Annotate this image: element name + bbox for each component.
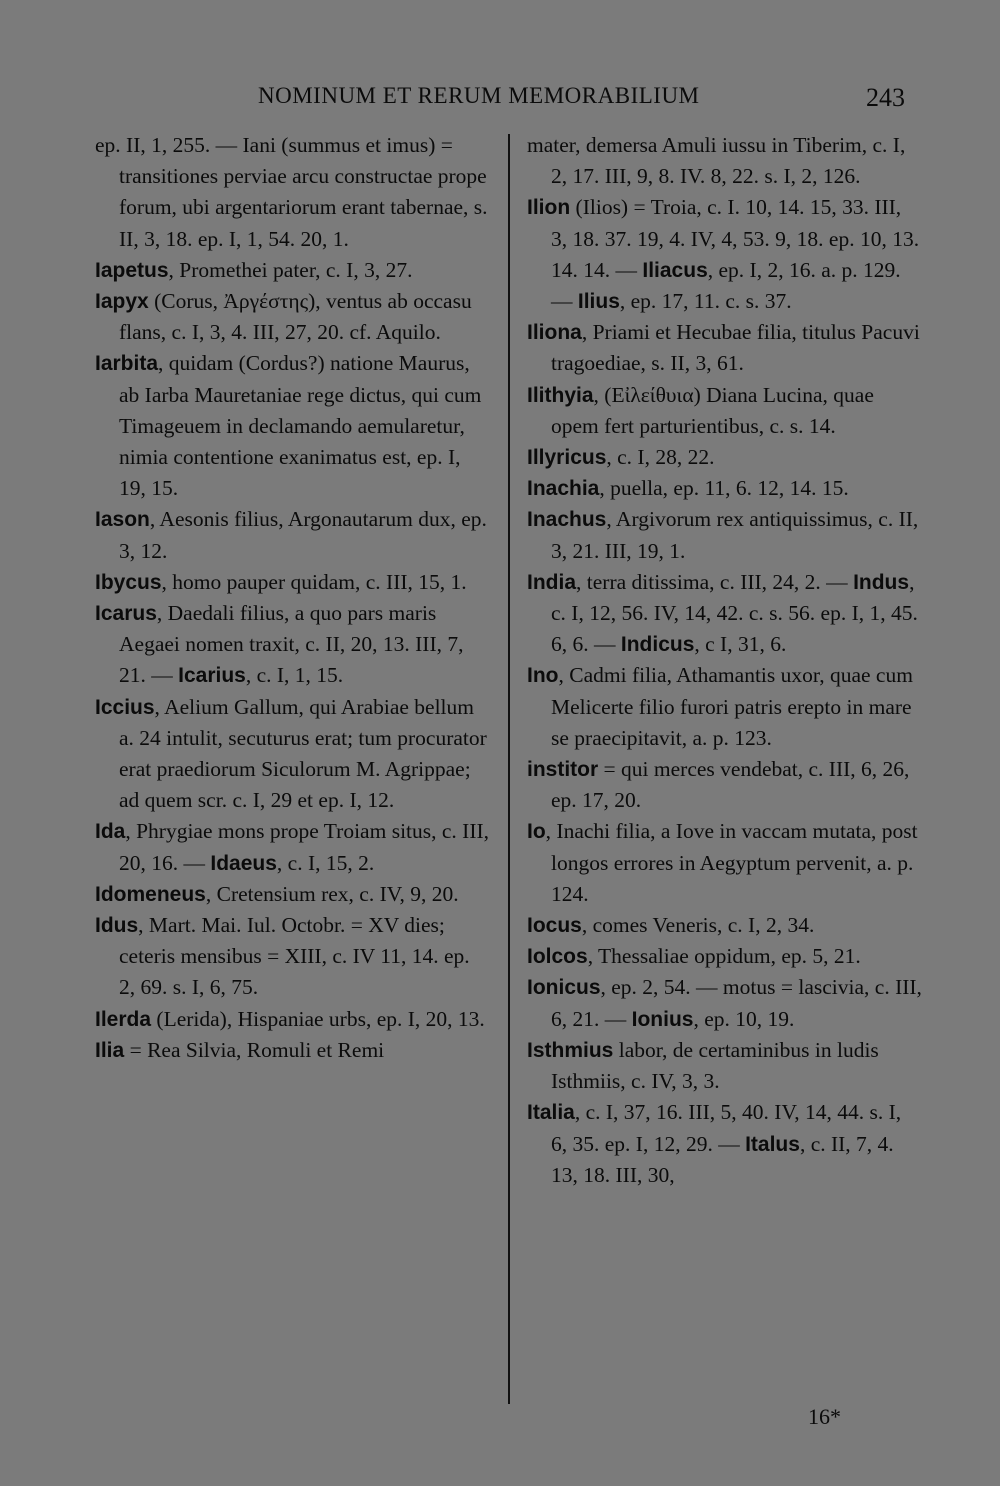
entry-text: , puella, ep. 11, 6. 12, 14. 15. — [599, 476, 849, 501]
entry-text: , c. I, 12, 56. IV, 14, 42. c. s. 56. ep. I, 1, 45. 6, 6. — — [551, 569, 918, 657]
index-entry — [95, 910, 490, 1004]
entry-headword: Ilerda — [95, 1007, 152, 1031]
entry-text: , terra ditissima, c. III, 24, 2. — — [576, 569, 854, 594]
page-header — [0, 83, 1000, 113]
entry-text: , Promethei pater, c. I, 3, 27. — [168, 257, 413, 282]
entry-headword: Iccius — [95, 695, 155, 719]
page-number: 243 — [866, 83, 905, 112]
index-entry — [95, 879, 490, 910]
entry-text: (Ilios) = Troia, c. I. 10, 14. 15, 33. III, 3, 18. 37. 19, 4. IV, 4, 53. 9, 18. ep. 10, 13. 14. 14. — — [551, 195, 920, 282]
entry-text: , c. I, 1, 15. — [245, 663, 344, 688]
entry-text: , Daedali filius, a quo pars maris Aegaei nomen traxit, c. II, 20, 13. III, 7, 21. — — [119, 601, 464, 688]
entry-text: , comes Veneris, c. I, 2, 34. — [581, 913, 815, 938]
index-entry — [527, 192, 922, 317]
index-entry — [527, 941, 922, 972]
entry-text: , Cadmi filia, Athamantis uxor, quae cum Melicerte filio furori patris erepto in mare se praecipitavit, a. p. 123. — [551, 663, 913, 750]
entry-headword: Ilithyia — [527, 383, 594, 407]
column-divider — [508, 134, 510, 1404]
entry-headword: institor — [527, 758, 599, 782]
index-entry — [527, 910, 922, 941]
entry-headword: Ionius — [631, 1007, 694, 1031]
entry-text: (Lerida), Hispaniae urbs, ep. I, 20, 13. — [151, 1006, 485, 1031]
entry-text: , ep. I, 2, 16. a. p. 129. — — [551, 257, 901, 314]
index-entry — [95, 692, 490, 817]
entry-headword: Ilia — [95, 1038, 125, 1062]
entry-headword: Iliona — [527, 321, 582, 345]
entry-headword: Icarus — [95, 602, 157, 626]
entry-headword: Illyricus — [527, 446, 607, 470]
entry-text: , Inachi filia, a Iove in vaccam mutata, post longos errores in Aegyptum pervenit, a. p. 124. — [545, 819, 918, 906]
entry-headword: Iolcos — [527, 945, 588, 969]
entry-headword: Ibycus — [95, 570, 162, 594]
entry-text: , (Εἰλείθυια) Diana Lucina, quae opem fert parturientibus, c. s. 14. — [551, 382, 874, 438]
entry-headword: Ino — [527, 664, 559, 688]
index-entry — [527, 754, 922, 816]
entry-text: , Aesonis filius, Argonautarum dux, ep. 3, 12. — [119, 507, 487, 563]
entry-headword: Iliacus — [642, 258, 708, 282]
entry-headword: Ilius — [577, 290, 620, 314]
entry-text: , Phrygiae mons prope Troiam situs, c. III, 20, 16. — — [119, 819, 490, 875]
entry-headword: Iocus — [527, 914, 582, 938]
entry-headword: Italus — [745, 1132, 800, 1156]
entry-text: , Thessaliae oppidum, ep. 5, 21. — [587, 944, 861, 969]
index-entry — [95, 816, 490, 878]
index-entry — [95, 1004, 490, 1035]
index-entry — [527, 473, 922, 504]
entry-text: , c. I, 15, 2. — [276, 850, 375, 875]
entry-headword: Inachia — [527, 477, 600, 501]
index-entry — [95, 348, 490, 504]
entry-text: (Corus, Ἀργέστης), ventus ab occasu flans, c. I, 3, 4. III, 27, 20. cf. Aquilo. — [119, 289, 472, 345]
entry-headword: Idus — [95, 914, 139, 938]
entry-headword: Ilion — [527, 196, 571, 220]
index-entry — [527, 1035, 922, 1097]
entry-headword: Ionicus — [527, 976, 601, 1000]
entry-text: mater, demersa Amuli iussu in Tiberim, c. I, 2, 17. III, 9, 8. IV. 8, 22. s. I, 2, 126. — [527, 133, 906, 189]
entry-text: ep. II, 1, 255. — Iani (summus et imus) = transitiones perviae arcu constructae prope forum, ubi argentariorum erant tabernae, s. II, 3, 18. ep. I, 1, 54. 20, 1. — [95, 133, 488, 251]
entry-text: , c. I, 37, 16. III, 5, 40. IV, 14, 44. s. I, 6, 35. ep. I, 12, 29. — — [551, 1100, 902, 1156]
index-column-right — [527, 130, 922, 1191]
entry-headword: Iapyx — [95, 290, 149, 314]
entry-text: , ep. 17, 11. c. s. 37. — [619, 289, 792, 314]
index-entry — [95, 598, 490, 692]
index-entry — [527, 317, 922, 379]
entry-text: = qui merces vendebat, c. III, 6, 26, ep. 17, 20. — [551, 757, 910, 813]
signature-mark: 16* — [808, 1404, 841, 1429]
entry-headword: Ida — [95, 820, 126, 844]
entry-headword: Iapetus — [95, 258, 169, 282]
index-entry — [527, 1097, 922, 1191]
index-entry — [527, 380, 922, 442]
entry-headword: Idomeneus — [95, 882, 206, 906]
entry-text: , ep. 10, 19. — [693, 1006, 795, 1031]
entry-text: , Aelium Gallum, qui Arabiae bellum a. 24 intulit, secuturus erat; tum procurator erat praediorum Siculorum M. Agrippae; ad quem scr. c. I, 29 et ep. I, 12. — [119, 694, 487, 813]
entry-text: , Cretensium rex, c. IV, 9, 20. — [205, 881, 459, 906]
entry-headword: Io — [527, 820, 546, 844]
index-entry — [527, 816, 922, 910]
index-entry — [95, 255, 490, 286]
index-entry — [95, 504, 490, 566]
entry-text: , c. II, 7, 4. 13, 18. III, 30, — [551, 1131, 894, 1187]
index-entry — [527, 567, 922, 661]
entry-headword: India — [527, 570, 577, 594]
entry-headword: Iason — [95, 508, 150, 532]
entry-headword: Indus — [853, 570, 910, 594]
entry-headword: Iarbita — [95, 352, 159, 376]
entry-headword: Italia — [527, 1101, 575, 1125]
index-entry — [527, 660, 922, 754]
entry-text: , c I, 31, 6. — [694, 632, 787, 657]
entry-text: labor, de certaminibus in ludis Isthmiis, c. IV, 3, 3. — [551, 1037, 879, 1094]
entry-text: = Rea Silvia, Romuli et Remi — [124, 1037, 385, 1062]
entry-text: , Priami et Hecubae filia, titulus Pacuvi tragoediae, s. II, 3, 61. — [551, 320, 920, 376]
index-entry — [527, 972, 922, 1034]
index-column-left — [95, 130, 490, 1066]
entry-text: , homo pauper quidam, c. III, 15, 1. — [161, 569, 467, 594]
index-entry — [95, 130, 490, 255]
entry-headword: Inachus — [527, 508, 607, 532]
entry-text: , ep. 2, 54. — motus = lascivia, c. III, 6, 21. — — [551, 975, 922, 1031]
entry-headword: Idaeus — [210, 851, 277, 875]
entry-text: , quidam (Cordus?) natione Maurus, ab Iarba Mauretaniae rege dictus, qui cum Timageuem in declamando aemularetur, nimia contentione exanimatus est, ep. I, 19, 15. — [119, 351, 482, 501]
index-entry — [527, 442, 922, 473]
entry-headword: Icarius — [178, 664, 246, 688]
running-title: NOMINUM ET RERUM MEMORABILIUM — [258, 83, 700, 108]
entry-headword: Indicus — [620, 633, 695, 657]
entry-text: , Argivorum rex antiquissimus, c. II, 3, 21. III, 19, 1. — [551, 507, 919, 563]
index-entry — [527, 130, 922, 192]
index-entry — [95, 567, 490, 598]
entry-text: , c. I, 28, 22. — [606, 445, 715, 470]
index-entry — [95, 286, 490, 348]
entry-text: , Mart. Mai. Iul. Octobr. = XV dies; ceteris mensibus = XIII, c. IV 11, 14. ep. 2, 69. s. I, 6, 75. — [119, 913, 470, 1000]
index-entry — [95, 1035, 490, 1066]
entry-headword: Isthmius — [527, 1038, 614, 1062]
index-entry — [527, 504, 922, 566]
